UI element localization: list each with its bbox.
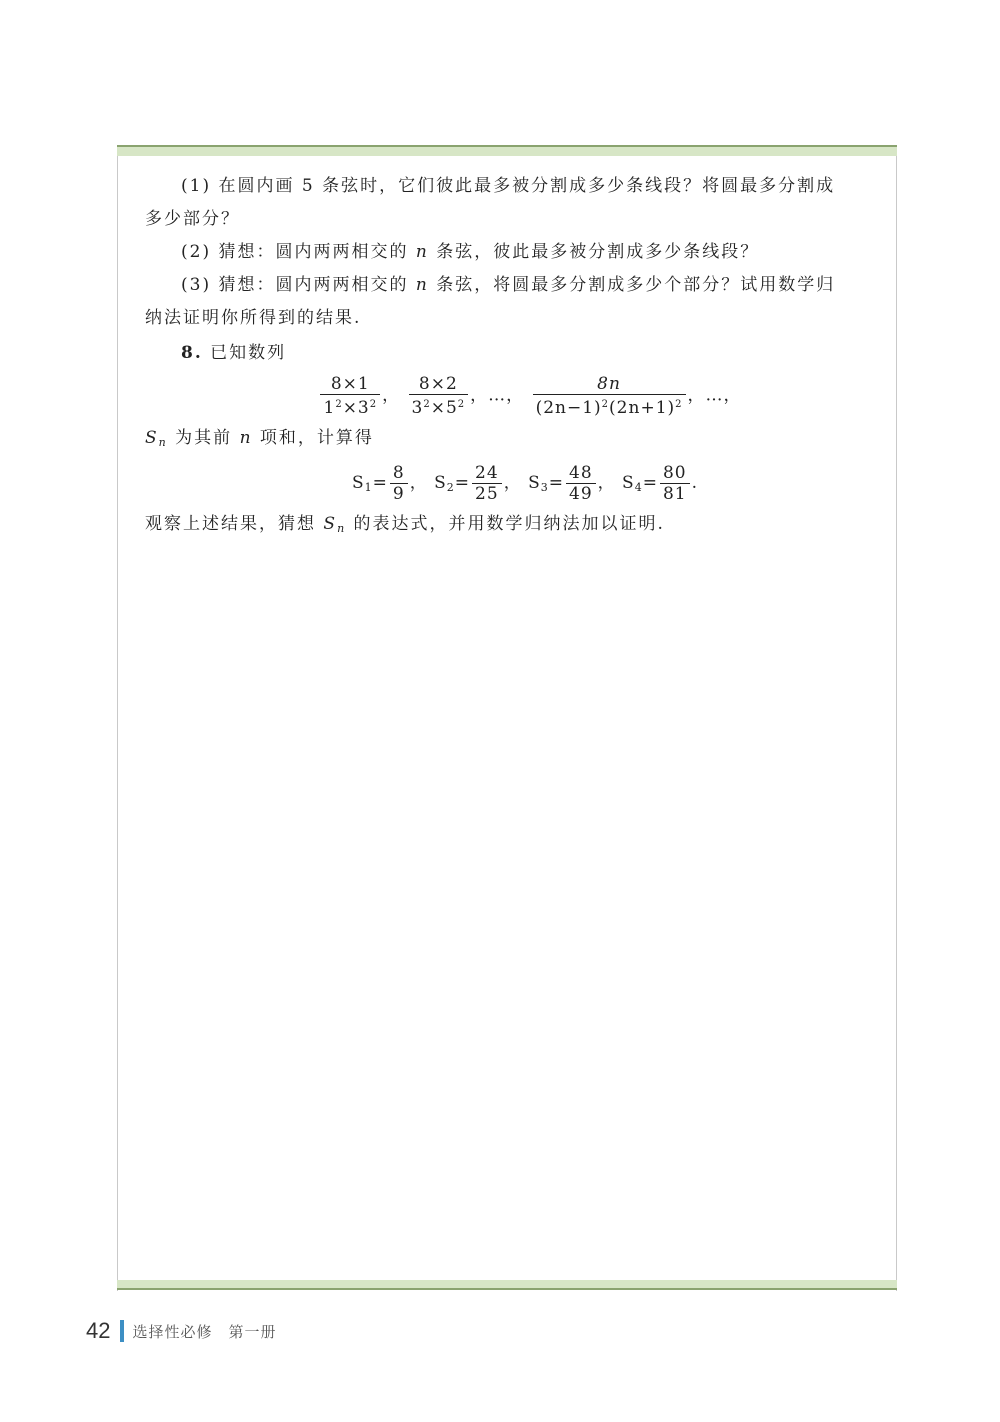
seq1-den-b: ×3 <box>342 398 370 418</box>
seq2-den-b: ×5 <box>430 398 458 418</box>
seqn-den-a: (2n−1) <box>535 398 602 418</box>
q8-sn-line <box>145 422 875 459</box>
seq-sep-2: ， <box>470 385 489 406</box>
sn-symbol: S <box>145 428 159 448</box>
conclusion-text-b: 的表达式，并用数学归纳法加以证明. <box>346 514 665 534</box>
s1-label: S <box>352 473 365 493</box>
sn-text-b: 项和，计算得 <box>252 428 374 448</box>
seq1-den-sup2: 2 <box>369 399 378 410</box>
q7-part2-var-n: n <box>415 242 429 262</box>
q7-part1-text: (1) 在圆内画 5 条弦时，它们彼此最多被分割成多少条线段？将圆最多分割成 <box>181 176 836 196</box>
seq-trail: ，…， <box>687 385 742 406</box>
s4-label: S <box>622 473 635 493</box>
seq-sep-3: ， <box>506 385 525 406</box>
s2-num: 24 <box>472 463 502 484</box>
seq2-den-sup2: 2 <box>457 399 466 410</box>
s3-num: 48 <box>566 463 596 484</box>
q7-part3 <box>145 269 875 302</box>
q7-part1-cont <box>145 203 875 236</box>
s1-frac <box>390 463 408 504</box>
s3-den: 49 <box>569 484 593 504</box>
q8-heading <box>145 337 875 370</box>
q7-part3-text-a: (3) 猜想：圆内两两相交的 <box>181 275 416 295</box>
q8-number: 8. <box>181 343 203 363</box>
q7-part3-cont <box>145 302 875 335</box>
q8-sequence <box>185 374 875 418</box>
page-number: 42 <box>86 1318 111 1343</box>
q7-part1 <box>145 170 875 203</box>
s3-comma: ， <box>597 473 616 493</box>
q7-part1-text2: 多少部分？ <box>145 209 240 229</box>
q7-part3-text2: 纳法证明你所得到的结果. <box>145 308 362 328</box>
exercise-content <box>145 170 875 545</box>
sn-text-a: 为其前 <box>167 428 240 448</box>
s3-frac <box>566 463 596 504</box>
page-footer <box>86 1318 277 1344</box>
sn-subscript: n <box>158 436 168 449</box>
seqn-den-b: (2n+1) <box>609 398 676 418</box>
conclusion-sn-symbol: S <box>323 514 338 534</box>
s1-den: 9 <box>392 484 405 504</box>
s1-comma: ， <box>409 473 428 493</box>
s1-sub: 1 <box>364 481 373 494</box>
top-decor-band <box>117 145 897 156</box>
seq1-den-a: 1 <box>323 398 336 418</box>
s4-frac <box>660 463 690 504</box>
s4-period: . <box>691 473 698 493</box>
seq2-den-a: 3 <box>411 398 424 418</box>
q7-part3-text-b: 条弦，将圆最多分割成多少个部分？试用数学归 <box>428 275 836 295</box>
q8-intro: 已知数列 <box>210 343 287 363</box>
q7-part2-text-a: (2) 猜想：圆内两两相交的 <box>181 242 416 262</box>
q7-part3-var-n: n <box>415 275 429 295</box>
s3-eq: = <box>548 473 564 493</box>
s4-eq: = <box>642 473 658 493</box>
seq-term-1-den <box>320 395 380 418</box>
q7-part2-text-b: 条弦，彼此最多被分割成多少条线段？ <box>428 242 760 262</box>
seq-term-n <box>533 374 686 418</box>
s3-label: S <box>528 473 541 493</box>
s2-comma: ， <box>503 473 522 493</box>
seq-term-n-den <box>533 395 686 418</box>
s2-eq: = <box>454 473 471 493</box>
conclusion-text-a: 观察上述结果，猜想 <box>145 514 324 534</box>
s4-sub: 4 <box>634 481 643 494</box>
seq-ellipsis: … <box>488 385 507 406</box>
seq-term-1-num: 8×1 <box>320 374 380 395</box>
seqn-den-sup1: 2 <box>601 399 610 410</box>
s2-den: 25 <box>475 484 499 504</box>
s1-eq: = <box>372 473 388 493</box>
s2-label: S <box>434 473 447 493</box>
seq-term-2-den <box>409 395 469 418</box>
seq-term-1 <box>320 374 380 418</box>
conclusion-sn-sub: n <box>337 522 347 535</box>
seq-sep-1: ， <box>382 385 401 406</box>
book-title: 选择性必修 第一册 <box>132 1322 277 1341</box>
q8-conclusion <box>145 508 875 545</box>
q7-part2 <box>145 236 875 269</box>
seq2-den-sup1: 2 <box>423 399 431 410</box>
sn-var-n: n <box>239 428 253 448</box>
s4-den: 81 <box>662 484 687 504</box>
seqn-den-sup2: 2 <box>675 399 683 410</box>
s2-sub: 2 <box>446 481 455 494</box>
seq-term-n-num: 8n <box>533 374 686 395</box>
seq-term-2 <box>409 374 469 418</box>
s4-num: 80 <box>660 463 690 484</box>
seq1-den-sup1: 2 <box>335 399 343 410</box>
seq-term-2-num: 8×2 <box>409 374 469 395</box>
s3-sub: 3 <box>540 481 549 494</box>
footer-accent-bar <box>120 1320 124 1342</box>
s2-frac <box>472 463 502 504</box>
s1-num: 8 <box>390 463 408 484</box>
bottom-decor-band <box>117 1280 897 1290</box>
q8-partial-sums <box>175 463 875 504</box>
